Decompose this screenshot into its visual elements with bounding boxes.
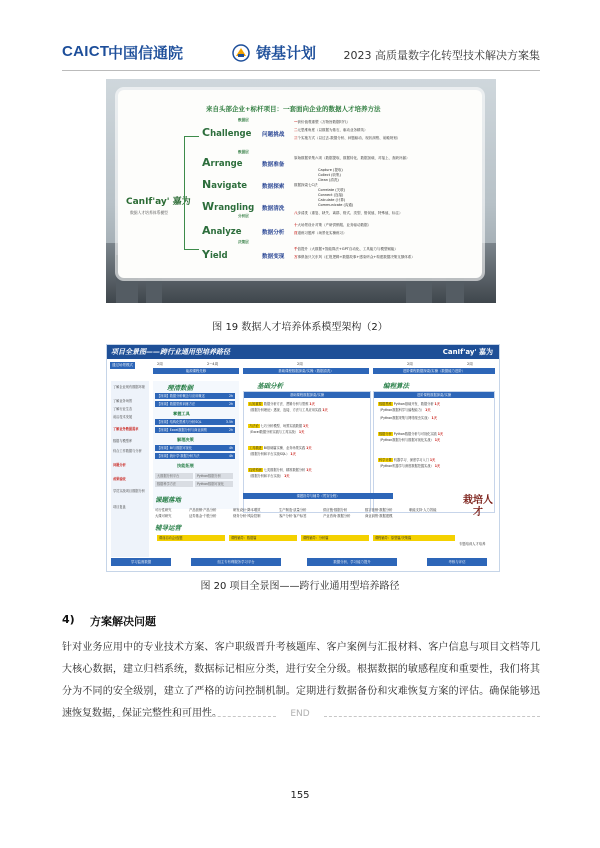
stage-arrange: Arrange xyxy=(202,156,243,169)
course-box: 【视频】BI与数据可视化 4h xyxy=(157,446,233,450)
sidebar-item: 了解企业现有数据环境 xyxy=(113,385,145,389)
figure-20-banner xyxy=(107,345,499,359)
model-brand: CanIf'ay' 嘉为 xyxy=(126,197,191,207)
phase-arrow: 进阶课程数据探索/实操（数据能力进阶） xyxy=(373,368,495,374)
course-row: 数据分析 Python数据分析与可视化实践 1天 xyxy=(379,432,444,436)
scene-cell: 产品营销·产品分析 xyxy=(189,508,217,512)
caict-logo-cn: 中国信通院 xyxy=(108,44,184,62)
figure-19-caption: 图 19 数据人才培养体系模型架构（2） xyxy=(212,322,388,333)
sidebar-item: 项目复盘 xyxy=(113,505,126,509)
column-subheading: 解理决策 xyxy=(177,437,194,442)
figure-19-image xyxy=(106,79,496,303)
section-number: 4) xyxy=(62,613,75,626)
bottom-tag: 数据分析、学习能力提升 xyxy=(307,558,397,566)
model-item: Calculate (计算) xyxy=(318,198,346,202)
sidebar-item: 综合工作数据与分析 xyxy=(113,449,142,453)
stage-challenge: Challenge xyxy=(202,126,252,139)
model-panel xyxy=(118,90,482,278)
model-item: Clean (清洗) xyxy=(318,178,339,182)
course-row: （Python数据采集与网络爬虫实战） 1天 xyxy=(378,416,437,420)
course-box: 【视频】结构化思维与分析SQL 3.5h xyxy=(157,420,233,424)
duration-label: 2周 xyxy=(157,362,163,366)
sidebar-item: 问题分析 xyxy=(113,463,126,467)
header-divider xyxy=(62,70,540,71)
stage-challenge-cn: 问题挑战 xyxy=(262,132,285,138)
model-item: 二元思维角度（以数据为基石，驱动业务精英） xyxy=(294,128,368,132)
phase-arrow: 基础课程数据探索/实操（数据清洗） xyxy=(243,368,369,374)
plan-logo-text: 铸基计划 xyxy=(256,44,317,62)
model-item: 千倍提升（大数据+智能算法+GPT自动化、工具能力与模型赋能） xyxy=(294,247,398,251)
phase-arrow: 能源课程先修 xyxy=(153,368,239,374)
model-item: 数据探索七C法 xyxy=(294,183,318,187)
course-row: 趋势预测 七类数据分析、精准数据分析 1天 xyxy=(249,468,312,472)
coach-heading: 辅导运营 xyxy=(155,524,181,532)
stage-wrangling-cn: 数据清洗 xyxy=(262,206,285,212)
figure-20-caption: 图 20 项目全景图——跨行业通用型培养路径 xyxy=(200,581,400,592)
stage-analyze: Analyze xyxy=(202,224,242,237)
stage-navigate-cn: 数据探索 xyxy=(262,184,285,190)
coach-cell: 课程辅导：分析篇 xyxy=(301,535,369,541)
bottom-tag: 组主专有利服务学习平台 xyxy=(191,558,281,566)
model-bracket xyxy=(184,136,199,250)
course-box: 【视频】Excel数据分析与商业洞察 2h xyxy=(157,428,233,432)
model-item: 十大场景设计对策（产研供销服、业务驱动数据） xyxy=(294,223,371,227)
model-item: Collect (收集) xyxy=(318,173,341,177)
column-heading: 编程算法 xyxy=(383,382,409,390)
coach-cell: 课程辅导：数据篇 xyxy=(229,535,297,541)
coach-cell: 课程辅导：原型篇/决策篇 xyxy=(373,535,455,541)
layer-label: 数据层 xyxy=(238,118,249,122)
figure-20-image xyxy=(106,344,500,572)
scene-cell: 财务分析·风险控制 xyxy=(233,514,261,518)
course-row: 科学计算 机器学习、深度学习入门 1天 xyxy=(379,458,436,462)
course-row: 工具精进 BI基础篇实操、业务场景实践 1天 xyxy=(249,446,312,450)
scene-cell: 可行性研究 xyxy=(155,508,172,512)
stage-navigate: Navigate xyxy=(202,178,248,191)
scene-cell: 商业洞察·数据建模 xyxy=(365,514,393,518)
course-box: Python数据分析 xyxy=(195,473,233,479)
scene-stripe: 课题指导与辅导（贯穿全程） xyxy=(243,493,393,499)
course-row: （数据分析和平台实战） 1天 xyxy=(248,474,290,478)
layer-label: 决策层 xyxy=(238,240,249,244)
model-item: Capture (提取) xyxy=(318,168,343,172)
document-title: 2023 高质量数字化转型技术解决方案集 xyxy=(343,49,540,62)
mode-tag: 通过场景模式 xyxy=(112,363,133,367)
duration-label: 2周 xyxy=(407,362,413,366)
calligraphy-sub: 专题培训人才培养 xyxy=(459,542,486,546)
model-item: 百道练习题库（场景化实操练习） xyxy=(294,231,347,235)
course-row: 认知重要 数据分析方法、逻辑分析与思维 1天 xyxy=(249,402,315,406)
stage-wrangling: Wrangling xyxy=(202,200,255,213)
model-item: 八步清洗（重复、缺失、离群、格式、类型、错误值、特殊值、标注） xyxy=(294,211,403,215)
course-column xyxy=(153,381,239,509)
course-row: 方法论 七巧分析模型、场景实践数据 1天 xyxy=(249,424,309,428)
column-heading: 基础分析 xyxy=(257,382,283,390)
page-header xyxy=(62,40,540,66)
course-box: 数据科学方法 xyxy=(155,481,193,487)
section-paragraph: 针对业务应用中的专业技术方案、客户职级晋升考核题库、客户案例与汇报材料、客户信息与项目文档等几大核心数据，建立归档系统，数据标记相应分类，进行安全分级。根据数据的敏感程度和重要性，我们将其分为不同的安全级别，建立了严格的访问控制机制。定期进行数据备份和灾难恢复方案的评估。确保能够迅速恢复数据，保证完整性和可用性。 xyxy=(62,642,540,719)
course-row: （Python数据科学与编程能力） 1天 xyxy=(378,408,431,412)
course-box: 大数据分析平台 xyxy=(155,473,193,479)
duration-label: 2周 xyxy=(297,362,303,366)
panel-stripe: 进阶课程数据探索/实操 xyxy=(374,392,494,398)
stage-analyze-cn: 数据分析 xyxy=(262,230,285,236)
scene-cell: 大课可研究 xyxy=(155,514,172,518)
layer-label: 分析层 xyxy=(238,214,249,218)
scene-cell: 职能支持·人力效能 xyxy=(409,508,437,512)
column-subheading: 掌握工具 xyxy=(173,411,190,416)
model-title: 来自头部企业+标杆项目：一套面向企业的数据人才培养方法 xyxy=(206,105,381,113)
section-title: 方案解决问题 xyxy=(90,615,156,628)
sidebar-item: 了解业务数据需求 xyxy=(113,427,139,431)
bottom-tag: 考核与评估 xyxy=(427,558,487,566)
scene-heading: 课题落地 xyxy=(155,496,181,504)
coach-cell: 课前启动会/选题 xyxy=(157,535,225,541)
duration-label: 2~4周 xyxy=(207,362,219,366)
figure-20-brand: CanIf'ay' 嘉为 xyxy=(442,348,493,356)
course-row: （Python数据分析与数据可视化实战） 1天 xyxy=(378,438,441,442)
column-heading: 理清数据 xyxy=(167,384,193,392)
scene-cell: 客户分析·客户标签 xyxy=(279,514,307,518)
sidebar-item: 数据与模型库 xyxy=(113,439,133,443)
sidebar-item: 了解行业生态 xyxy=(113,407,133,411)
model-item: 原始数据采集六项（数据提取、数据转化、数据加载、对接上、查缺补漏） xyxy=(294,156,410,160)
model-item: Communicate (沟通) xyxy=(318,203,354,207)
caict-logo: CAICT xyxy=(62,43,110,60)
sidebar-item: 了解业务场景 xyxy=(113,399,133,403)
scene-cell: 生产制造·质量分析 xyxy=(279,508,307,512)
sidebar-item: 前沿技术发展 xyxy=(113,415,133,419)
calligraphy-logo: 栽培人才 xyxy=(463,495,493,518)
scene-cell: 数字营销·数据分析 xyxy=(365,508,393,512)
page-number: 155 xyxy=(290,790,310,801)
course-row: （数据分析和平台实战SQL） 1天 xyxy=(248,452,296,456)
figure-20-title: 项目全景图——跨行业通用型培养路径 xyxy=(111,348,230,356)
course-box: 【视频】统计学·数据分析方法 4h xyxy=(157,454,233,458)
sidebar-item: 学员实战项目数据分析 xyxy=(113,489,145,493)
column-subheading: 技能拓展 xyxy=(177,463,194,468)
scene-cell: 供应链·数据分析 xyxy=(323,508,348,512)
bottom-tag: 学习监督数据 xyxy=(111,558,171,566)
course-row: （数据分析理论）透视、连接、方法与工具应用实践 1天 xyxy=(248,408,328,412)
model-item: 万事俱备只欠东风（汇报逻辑+数据故事+感染听众+构建数据决策支撑体系） xyxy=(294,255,415,259)
course-box: 【视频】数据分析概念与应用概述 2h xyxy=(157,394,233,398)
sidebar-item: 成果验收 xyxy=(113,477,126,481)
course-box: 【视频】数据思维训练方法 2h xyxy=(157,402,233,406)
left-sidebar xyxy=(111,381,149,557)
plan-logo-icon xyxy=(232,44,250,62)
course-row: （Excel数据分析实践与工具实战） 1天 xyxy=(248,430,305,434)
model-item: Correlate (关联) xyxy=(318,188,345,192)
duration-label: 2周 xyxy=(467,362,473,366)
layer-label: 数据层 xyxy=(238,150,249,154)
course-row: 数据思维 Python基础开发、数据分析 1天 xyxy=(379,402,440,406)
course-row: （Python机器学与深度数据挖掘实战） 1天 xyxy=(378,464,441,468)
course-box: Python数据可视化 xyxy=(195,481,233,487)
scene-cell: 产业咨询·数据分析 xyxy=(323,514,351,518)
model-item: 三个实施方式（以过去-数据分析、问题驱动、现状洞察、前瞻规划） xyxy=(294,136,401,140)
panel-stripe: 基础课程数据探索/实操 xyxy=(244,392,370,398)
model-item: Connect (连接) xyxy=(318,193,344,197)
stage-yield: Yield xyxy=(202,248,228,261)
end-marker: END xyxy=(290,709,310,719)
stage-yield-cn: 数据变现 xyxy=(262,254,285,260)
model-item: 一套价值观重塑（万物皆数据时代） xyxy=(294,120,350,124)
scene-cell: 研发设计·降本增效 xyxy=(233,508,261,512)
model-brand-sub: 数据人才培养体系模型 xyxy=(130,210,168,215)
scene-cell: 证券基金·个股分析 xyxy=(189,514,217,518)
stage-arrange-cn: 数据准备 xyxy=(262,162,285,168)
